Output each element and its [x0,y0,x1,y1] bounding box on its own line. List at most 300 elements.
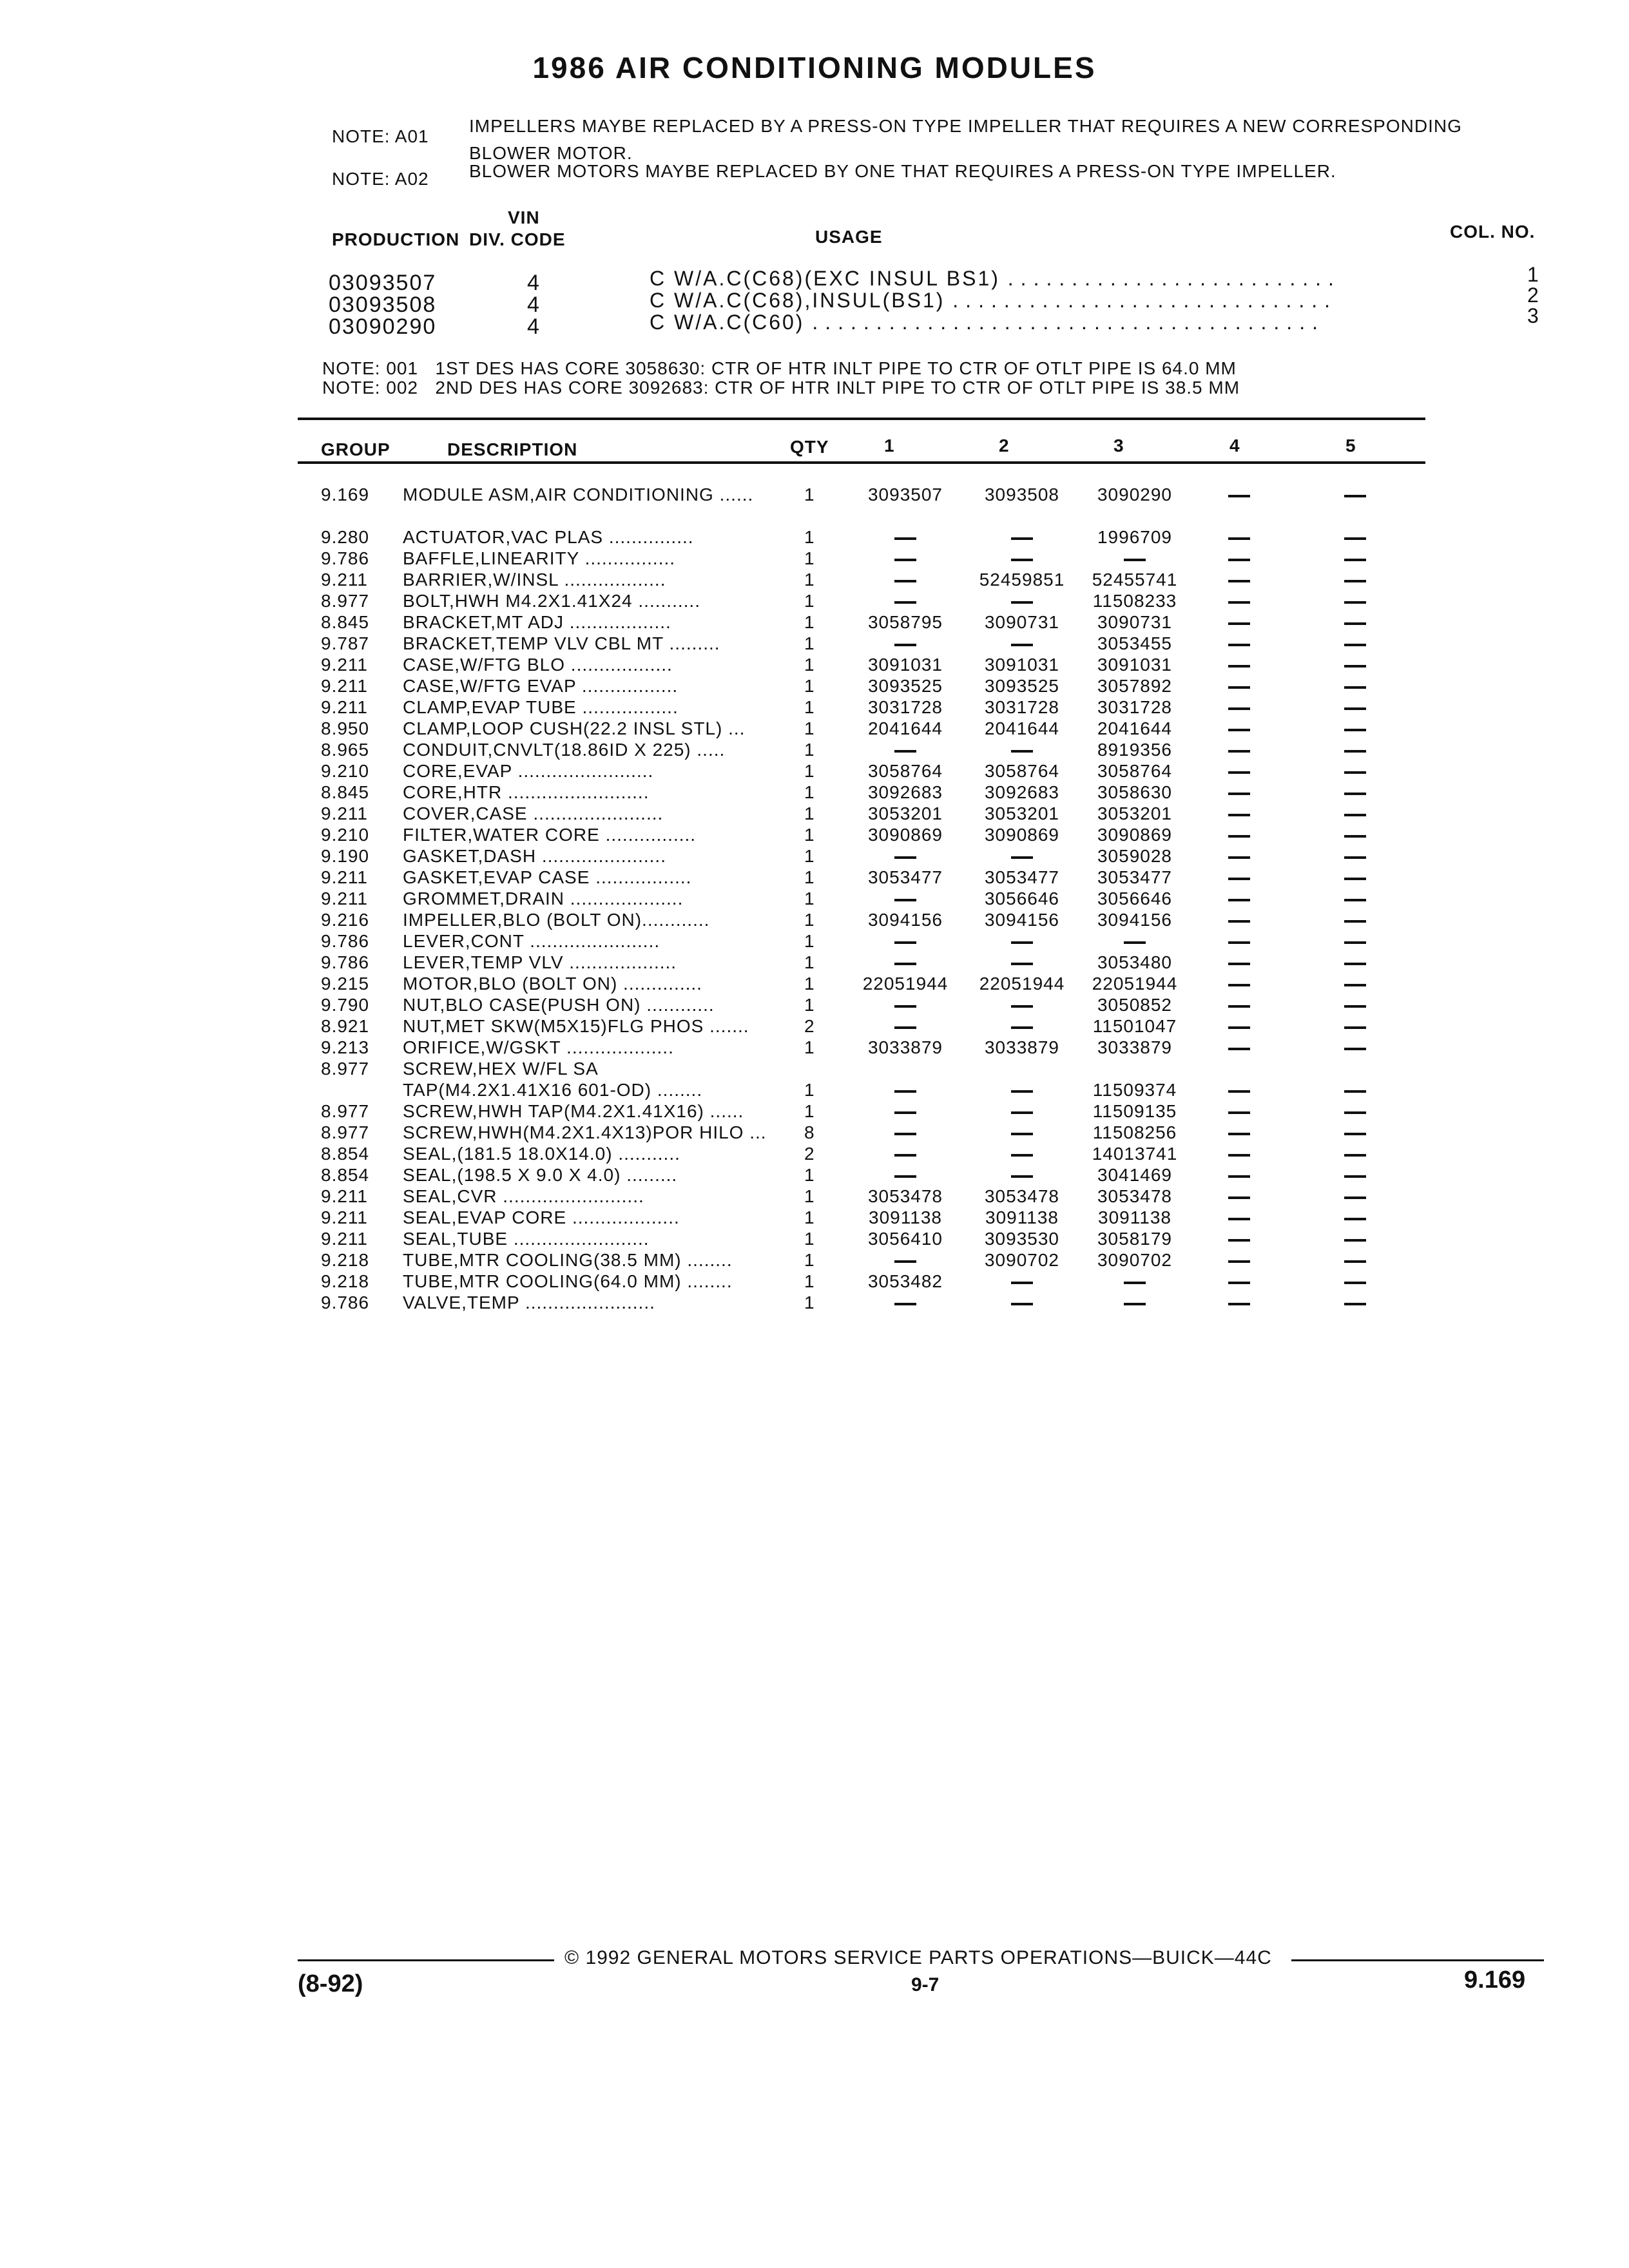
group-code: 9.190 [321,846,370,866]
part-number-col-2: 22051944 [979,974,1065,994]
part-number-col-3: 3050852 [1097,995,1172,1015]
part-number-col-3: 3057892 [1097,676,1172,696]
no-part-dash [1344,1048,1366,1050]
no-part-dash [894,941,916,944]
column-header-description: DESCRIPTION [447,439,578,459]
quantity: 2 [804,1016,815,1036]
part-number-col-5 [1333,655,1378,675]
part-number-col-3: 22051944 [1092,974,1178,994]
part-number-col-3: 3053201 [1097,803,1172,823]
no-part-dash [1228,878,1250,880]
part-number-col-2: 52459851 [979,570,1065,590]
part-description: GROMMET,DRAIN .................... [403,889,684,908]
part-number-col-4 [1217,974,1262,994]
col-number: 3 [1527,304,1539,327]
div-code-header: DIV. CODE [469,229,566,249]
no-part-dash [894,580,916,582]
no-part-dash [894,1026,916,1029]
no-part-dash [1228,1154,1250,1157]
table-row [0,740,1629,761]
part-number-col-5 [1333,1122,1378,1143]
no-part-dash [1124,941,1146,944]
no-part-dash [1344,899,1366,901]
part-number-col-3: 3053480 [1097,952,1172,972]
part-number-col-1 [849,740,961,760]
no-part-dash [1344,729,1366,731]
no-part-dash [1011,601,1033,604]
part-description: ORIFICE,W/GSKT ................... [403,1037,674,1057]
part-number-col-1: 3058764 [867,761,943,781]
no-part-dash [1344,984,1366,986]
part-number-col-1 [849,1080,961,1100]
note-a01-text: IMPELLERS MAYBE REPLACED BY A PRESS-ON TYPE IMPELLER THAT REQUIRES A NEW CORRESPONDING [469,116,1462,136]
no-part-dash [1124,1282,1146,1284]
part-number-col-2: 3093525 [984,676,1059,696]
part-number-col-3: 3053455 [1097,633,1172,653]
no-part-dash [1011,856,1033,859]
no-part-dash [1344,1111,1366,1114]
vin-header: VIN [508,207,540,227]
no-part-dash [1011,1303,1033,1305]
no-part-dash [1011,1154,1033,1157]
quantity: 1 [804,1186,815,1206]
part-description: BARRIER,W/INSL .................. [403,570,666,590]
no-part-dash [1228,1026,1250,1029]
group-code: 9.786 [321,548,370,568]
group-number: 9.169 [1464,1966,1526,1994]
part-number-col-3: 3094156 [1097,910,1172,930]
table-row [0,782,1629,803]
part-number-col-3: 3041469 [1097,1165,1172,1185]
table-row [0,952,1629,974]
part-number-col-4 [1217,612,1262,633]
part-number-col-4 [1217,1207,1262,1228]
group-code: 8.845 [321,612,370,632]
part-number-col-5 [1333,633,1378,654]
part-number-col-3: 11509374 [1092,1080,1177,1100]
part-number-col-1: 3091031 [867,655,943,675]
part-number-col-2 [964,1080,1080,1100]
no-part-dash [1228,729,1250,731]
quantity: 1 [804,527,815,547]
no-part-dash [1344,1133,1366,1135]
part-number-col-2 [964,633,1080,654]
part-number-col-3: 3033879 [1097,1037,1172,1057]
no-part-dash [894,644,916,646]
no-part-dash [894,1175,916,1178]
quantity: 1 [804,633,815,653]
no-part-dash [1228,856,1250,859]
table-row [0,1293,1629,1314]
part-description: BAFFLE,LINEARITY ................ [403,548,676,568]
part-number-col-1 [849,1144,961,1164]
quantity: 1 [804,995,815,1015]
part-description: LEVER,TEMP VLV ................... [403,952,677,972]
no-part-dash [1344,1154,1366,1157]
part-number-col-3: 2041644 [1097,718,1172,738]
col-no-header: COL. NO. [1450,222,1536,242]
production-number: 03090290 [329,314,437,339]
part-number-col-1: 22051944 [862,974,949,994]
no-part-dash [1228,686,1250,689]
div-code: 4 [527,293,541,317]
table-row [0,718,1629,740]
no-part-dash [1344,644,1366,646]
part-number-col-2 [964,952,1080,973]
no-part-dash [1344,1196,1366,1199]
group-code: 9.786 [321,1293,370,1312]
no-part-dash [1011,644,1033,646]
table-row [0,1122,1629,1144]
part-number-col-1 [849,633,961,654]
part-number-col-5 [1333,1080,1378,1100]
part-description: CASE,W/FTG BLO .................. [403,655,673,675]
no-part-dash [1124,559,1146,561]
quantity: 1 [804,548,815,568]
table-row [0,910,1629,931]
no-part-dash [894,1090,916,1093]
part-description: CLAMP,LOOP CUSH(22.2 INSL STL) ... [403,718,746,738]
div-code: 4 [527,271,541,295]
usage-text: C W/A.C(C60) ........................................ [650,311,1325,334]
no-part-dash [1344,793,1366,795]
part-description: SEAL,CVR ......................... [403,1186,644,1206]
part-number-col-1 [849,1122,961,1143]
part-number-col-2 [964,1144,1080,1164]
no-part-dash [1011,1005,1033,1008]
no-part-dash [1344,1090,1366,1093]
part-number-col-2: 3053201 [984,803,1059,823]
part-description: CORE,EVAP ........................ [403,761,654,781]
part-description: BRACKET,MT ADJ .................. [403,612,671,632]
page-title: 1986 AIR CONDITIONING MODULES [532,51,1097,84]
part-number-col-3: 3031728 [1097,697,1172,717]
part-number-col-5 [1333,1186,1378,1207]
quantity: 1 [804,889,815,908]
quantity: 8 [804,1122,815,1142]
part-description: SEAL,TUBE ........................ [403,1229,650,1249]
table-row [0,1144,1629,1165]
part-number-col-5 [1333,548,1378,569]
table-row [0,527,1629,548]
no-part-dash [1344,686,1366,689]
part-description: FILTER,WATER CORE ................ [403,825,697,845]
part-number-col-2: 3033879 [984,1037,1059,1057]
part-number-col-5 [1333,889,1378,909]
part-number-col-1: 3053477 [867,867,943,887]
no-part-dash [1228,771,1250,774]
part-number-col-1: 3056410 [867,1229,943,1249]
group-code: 9.216 [321,910,370,930]
no-part-dash [894,1154,916,1157]
no-part-dash [1344,1239,1366,1242]
no-part-dash [1011,559,1033,561]
part-number-col-3: 52455741 [1092,570,1178,590]
part-number-col-3: 3053477 [1097,867,1172,887]
div-code: 4 [527,314,541,339]
part-number-col-4 [1217,1293,1262,1313]
group-code: 9.213 [321,1037,370,1057]
table-row [0,1271,1629,1293]
part-number-col-5 [1333,782,1378,803]
part-number-col-4 [1217,1250,1262,1271]
no-part-dash [1228,1260,1250,1263]
quantity: 1 [804,676,815,696]
part-number-col-4 [1217,548,1262,569]
part-number-col-5 [1333,803,1378,824]
part-number-col-5 [1333,910,1378,930]
part-description: BRACKET,TEMP VLV CBL MT ......... [403,633,720,653]
part-number-col-2 [964,995,1080,1015]
part-description: MODULE ASM,AIR CONDITIONING ...... [403,485,754,505]
part-number-col-4 [1217,1016,1262,1037]
part-number-col-3: 3090731 [1097,612,1172,632]
quantity: 1 [804,1271,815,1291]
part-number-col-4 [1217,995,1262,1015]
part-number-col-2: 3093530 [984,1229,1059,1249]
part-number-col-1 [849,591,961,611]
part-number-col-3: 3090290 [1097,485,1172,505]
no-part-dash [1011,1175,1033,1178]
part-number-col-3: 3091138 [1098,1207,1171,1227]
no-part-dash [1344,878,1366,880]
part-number-col-4 [1217,867,1262,888]
table-row [0,761,1629,782]
part-description: GASKET,DASH ...................... [403,846,666,866]
part-description: SCREW,HWH(M4.2X1.4X13)POR HILO ... [403,1122,767,1142]
group-code: 9.211 [321,803,368,823]
part-number-col-1: 3033879 [867,1037,943,1057]
part-number-col-4 [1217,952,1262,973]
part-number-col-1 [849,1293,961,1313]
quantity: 1 [804,910,815,930]
part-number-col-3: 11501047 [1092,1016,1177,1036]
part-number-col-4 [1217,1144,1262,1164]
column-header-group: GROUP [321,439,390,459]
quantity: 1 [804,591,815,611]
table-row [0,803,1629,825]
quantity: 1 [804,697,815,717]
group-code: 9.790 [321,995,370,1015]
quantity: 1 [804,570,815,590]
part-number-col-4 [1217,1271,1262,1292]
part-number-col-2: 3093508 [984,485,1059,505]
part-number-col-3: 11509135 [1092,1101,1177,1121]
no-part-dash [1344,622,1366,625]
part-number-col-4 [1217,740,1262,760]
group-code: 9.211 [321,1186,368,1206]
part-number-col-2: 3090869 [984,825,1059,845]
part-number-col-4 [1217,570,1262,590]
part-number-col-1 [849,1165,961,1186]
quantity: 1 [804,1080,815,1100]
group-code: 9.787 [321,633,370,653]
quantity: 1 [804,952,815,972]
part-number-col-3: 3058179 [1097,1229,1172,1249]
part-number-col-5 [1333,485,1378,505]
part-number-col-3: 11508256 [1092,1122,1177,1142]
col-number: 1 [1527,263,1539,286]
no-part-dash [1344,1005,1366,1008]
column-header-5: 5 [1345,436,1356,456]
part-number-col-4 [1217,697,1262,718]
col-number: 2 [1527,284,1539,307]
part-description: MOTOR,BLO (BOLT ON) .............. [403,974,702,994]
no-part-dash [1228,1303,1250,1305]
part-number-col-4 [1217,1229,1262,1249]
part-number-col-2: 3094156 [984,910,1059,930]
part-number-col-1 [849,995,961,1015]
no-part-dash [1344,559,1366,561]
part-number-col-4 [1217,1122,1262,1143]
column-header-3: 3 [1113,436,1124,456]
no-part-dash [1011,1111,1033,1114]
no-part-dash [1228,1218,1250,1220]
part-number-col-2: 2041644 [984,718,1059,738]
no-part-dash [1228,1175,1250,1178]
part-number-col-5 [1333,1207,1378,1228]
part-number-col-1: 3031728 [867,697,943,717]
part-number-col-2: 3090731 [984,612,1059,632]
no-part-dash [1228,793,1250,795]
part-number-col-3 [1077,931,1192,952]
table-row [0,1229,1629,1250]
part-number-col-5 [1333,527,1378,548]
part-number-col-5 [1333,591,1378,611]
group-code: 9.211 [321,1229,368,1249]
table-row [0,1101,1629,1122]
part-number-col-1 [849,1250,961,1271]
group-code: 8.950 [321,718,370,738]
part-number-col-2 [964,931,1080,952]
part-number-col-3 [1077,548,1192,569]
part-number-col-1: 3093507 [867,485,943,505]
part-number-col-2: 3090702 [984,1250,1059,1270]
table-header-rule [298,461,1425,464]
table-row [0,1186,1629,1207]
part-number-col-2 [964,527,1080,548]
no-part-dash [894,1005,916,1008]
group-code: 9.169 [321,485,370,505]
no-part-dash [1228,495,1250,497]
part-number-col-4 [1217,931,1262,952]
part-number-col-3 [1077,1271,1192,1292]
usage-header: USAGE [815,227,883,247]
part-number-col-1 [849,952,961,973]
no-part-dash [894,1260,916,1263]
quantity: 1 [804,612,815,632]
part-number-col-5 [1333,761,1378,782]
part-number-col-4 [1217,633,1262,654]
no-part-dash [1344,707,1366,710]
part-number-col-1: 3053478 [867,1186,943,1206]
part-number-col-2 [964,1101,1080,1122]
part-number-col-4 [1217,1037,1262,1058]
part-number-col-3: 3059028 [1097,846,1172,866]
group-code: 9.211 [321,867,368,887]
part-number-col-4 [1217,718,1262,739]
no-part-dash [1011,1133,1033,1135]
quantity: 1 [804,1207,815,1227]
part-number-col-5 [1333,1016,1378,1037]
group-code: 8.921 [321,1016,370,1036]
footer-rule-left [298,1959,554,1961]
part-number-col-3: 3090869 [1097,825,1172,845]
part-description: TUBE,MTR COOLING(64.0 MM) ........ [403,1271,733,1291]
part-number-col-5 [1333,974,1378,994]
no-part-dash [1228,750,1250,753]
part-number-col-4 [1217,825,1262,845]
no-part-dash [1344,771,1366,774]
group-code: 8.854 [321,1144,370,1164]
part-description: BOLT,HWH M4.2X1.41X24 ........... [403,591,700,611]
no-part-dash [1344,1282,1366,1284]
part-number-col-5 [1333,740,1378,760]
part-number-col-1: 3091138 [869,1207,942,1227]
table-row [0,655,1629,676]
part-number-col-5 [1333,931,1378,952]
table-row [0,931,1629,952]
part-number-col-5 [1333,1144,1378,1164]
part-number-col-5 [1333,1271,1378,1292]
part-number-col-4 [1217,846,1262,867]
no-part-dash [1228,899,1250,901]
column-header-qty: QTY [790,437,829,457]
no-part-dash [1011,750,1033,753]
no-part-dash [1344,1303,1366,1305]
group-code: 8.845 [321,782,370,802]
group-code: 9.211 [321,1207,368,1227]
part-number-col-4 [1217,889,1262,909]
table-row [0,867,1629,889]
part-number-col-5 [1333,952,1378,973]
note-002: NOTE: 002 2ND DES HAS CORE 3092683: CTR OF HTR INLT PIPE TO CTR OF OTLT PIPE IS 38.5 MM [322,378,1240,398]
table-row [0,1207,1629,1229]
quantity: 1 [804,846,815,866]
part-number-col-5 [1333,1101,1378,1122]
page-number: 9-7 [911,1974,940,1995]
group-code: 9.280 [321,527,370,547]
part-number-col-2: 3053478 [984,1186,1059,1206]
no-part-dash [894,559,916,561]
no-part-dash [1344,856,1366,859]
part-number-col-2 [964,1122,1080,1143]
column-header-4: 4 [1229,436,1240,456]
part-description: COVER,CASE ....................... [403,803,664,823]
no-part-dash [1228,1111,1250,1114]
part-number-col-5 [1333,1250,1378,1271]
note-a02-text: BLOWER MOTORS MAYBE REPLACED BY ONE THAT REQUIRES A PRESS-ON TYPE IMPELLER. [469,161,1336,181]
footer-rule-right [1291,1959,1544,1961]
no-part-dash [1228,1133,1250,1135]
part-number-col-5 [1333,612,1378,633]
part-description: CORE,HTR ......................... [403,782,650,802]
part-description: GASKET,EVAP CASE ................. [403,867,692,887]
quantity: 1 [804,867,815,887]
part-number-col-5 [1333,697,1378,718]
group-code: 8.977 [321,591,370,611]
no-part-dash [1344,835,1366,838]
no-part-dash [894,1303,916,1305]
column-header-1: 1 [884,436,895,456]
table-row [0,889,1629,910]
group-code: 9.218 [321,1250,370,1270]
table-row [0,1165,1629,1186]
part-number-col-1 [849,548,961,569]
table-row [0,591,1629,612]
table-row [0,570,1629,591]
no-part-dash [1228,601,1250,604]
